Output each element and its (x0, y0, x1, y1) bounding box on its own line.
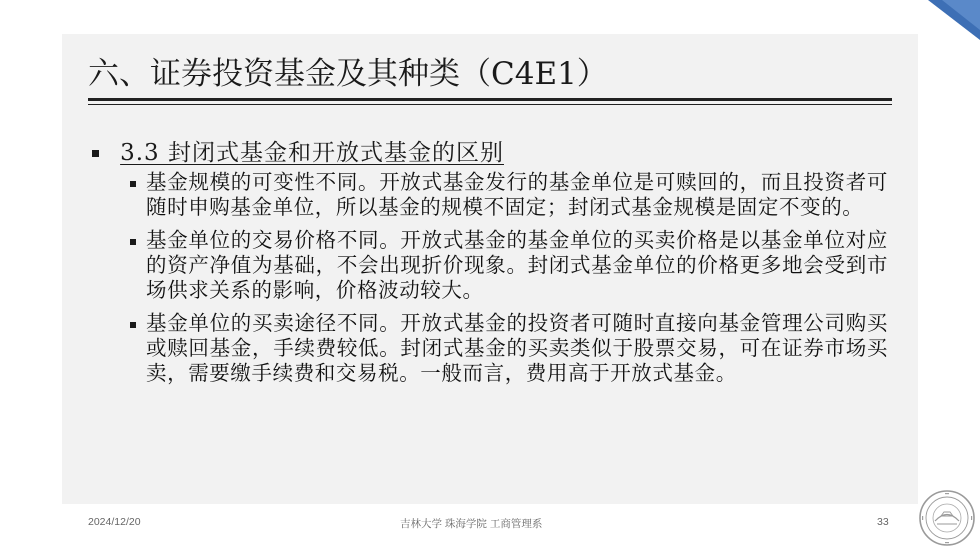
square-bullet-icon (130, 239, 136, 245)
list-item-text: 基金单位的交易价格不同。开放式基金的基金单位的买卖价格是以基金单位对应的资产净值为基础，不会出现折价现象。封闭式基金单位的价格更多地会受到市场供求关系的影响，价格波动较大。 (146, 228, 888, 302)
square-bullet-icon (130, 322, 136, 328)
list-item (130, 311, 888, 386)
university-seal-icon (917, 488, 977, 548)
footer-organization: 吉林大学 珠海学院 工商管理系 (400, 518, 543, 530)
bullet-list (130, 170, 888, 394)
slide-title: 六、证券投资基金及其种类（C4E1） (88, 56, 608, 92)
list-item-text: 基金单位的买卖途径不同。开放式基金的投资者可随时直接向基金管理公司购买或赎回基金，手续费较低。封闭式基金的买卖类似于股票交易，可在证券市场买卖，需要缴手续费和交易税。一般而言，费用高于开放式基金。 (146, 311, 888, 385)
square-bullet-icon (130, 181, 136, 187)
footer-page-number: 33 (877, 516, 889, 528)
list-item-text: 基金规模的可变性不同。开放式基金发行的基金单位是可赎回的，而且投资者可随时申购基金单位，所以基金的规模不固定；封闭式基金规模是固定不变的。 (146, 170, 888, 219)
section-heading-row (92, 134, 504, 167)
title-divider-thin (88, 104, 892, 105)
square-bullet-icon (92, 150, 99, 157)
footer-date: 2024/12/20 (88, 516, 141, 528)
list-item (130, 170, 888, 220)
section-heading: 3.3 封闭式基金和开放式基金的区别 (120, 140, 504, 166)
list-item (130, 228, 888, 303)
corner-triangle-icon (918, 0, 980, 48)
title-divider-thick (88, 98, 892, 101)
